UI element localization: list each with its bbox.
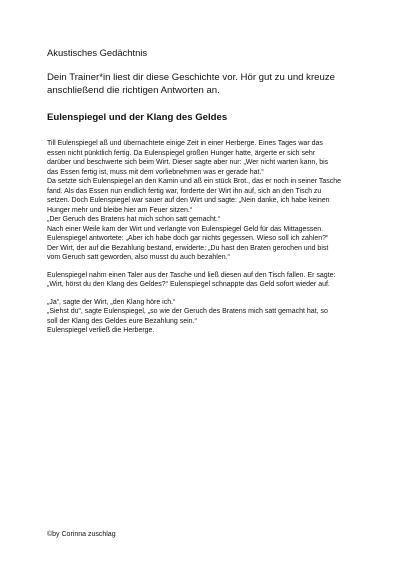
story-line: setzen. Doch Eulenspiegel war sauer auf den Wirt und sagte: „Nein danke, ich habe keinen	[47, 197, 330, 204]
copyright-footer: ©by Corinna zuschlag	[47, 531, 116, 538]
instruction-line: anschließend die richtigen Antworten an.	[47, 85, 220, 96]
story-line: soll der Klang des Geldes eure Bezahlung sein.“	[47, 317, 197, 325]
story-line: „Ja“, sagte der Wirt, „den Klang höre ich.“	[47, 298, 176, 306]
story-body	[47, 139, 383, 344]
story-paragraph-3	[47, 298, 383, 336]
story-line: vom Geruch satt geworden, also musst du auch bezahlen.“	[47, 254, 230, 261]
story-paragraph-1	[47, 139, 383, 263]
story-line: „Der Geruch des Bratens hat mich schon satt gemacht.“	[47, 216, 221, 223]
story-line: Eulenspiegel nahm einen Taler aus der Tasche und ließ diesen auf den Tisch fallen. Er sagte:	[47, 271, 336, 279]
story-line: das Essen fertig ist, muss mit dem vorliebnehmen was er gerade hat.“	[47, 168, 264, 176]
story-line: Eulenspiegel antwortete: „Aber ich habe doch gar nichts gegessen. Wieso soll ich zahlen?“	[47, 235, 329, 242]
story-paragraph-2	[47, 271, 383, 290]
story-line: darüber und beschwerte sich beim Wirt. Dieser sagte aber nur: „Wer nicht warten kann, bis	[47, 159, 329, 166]
story-line: Hunger mehr und bleibe hier am Feuer sitzen.“	[47, 206, 193, 214]
story-line: Der Wirt, der auf die Bezahlung bestand, erwiderte: „Du hast den Braten gerochen und bist	[47, 244, 329, 252]
story-line: Da setzte sich Eulenspiegel an den Kamin und aß ein stück Brot., das er noch in seiner Tasche	[47, 178, 342, 185]
instruction-line: Dein Trainer*in liest dir diese Geschichte vor. Hör gut zu und kreuze	[47, 72, 335, 83]
story-line: Eulenspiegel verließ die Herberge.	[47, 327, 155, 334]
instruction-text	[47, 71, 377, 97]
story-line: fand. Als das Essen nun endlich fertig war, forderte der Wirt ihn auf, sich an den Tisch zu	[47, 187, 322, 195]
story-line: essen nicht pünktlich fertig. Da Eulenspiegel großen Hunger hatte, ärgerte er sich sehr	[47, 149, 316, 157]
story-title: Eulenspiegel und der Klang des Geldes	[47, 112, 228, 123]
story-line: Nach einer Weile kam der Wirt und verlangte von Eulenspiegel Geld für das Mittagessen.	[47, 225, 324, 233]
document-heading: Akustisches Gedächtnis	[47, 47, 148, 58]
story-line: „Siehst du“, sagte Eulenspiegel, „so wie der Geruch des Bratens mich satt gemacht hat, so	[47, 308, 328, 315]
story-line: „Wirt, hörst du den Klang des Geldes?“ Eulenspiegel schnappte das Geld sofort wieder auf.	[47, 281, 330, 288]
story-line: Till Eulenspiegel aß und übernachtete einige Zeit in einer Herberge. Eines Tages war das	[47, 140, 323, 147]
